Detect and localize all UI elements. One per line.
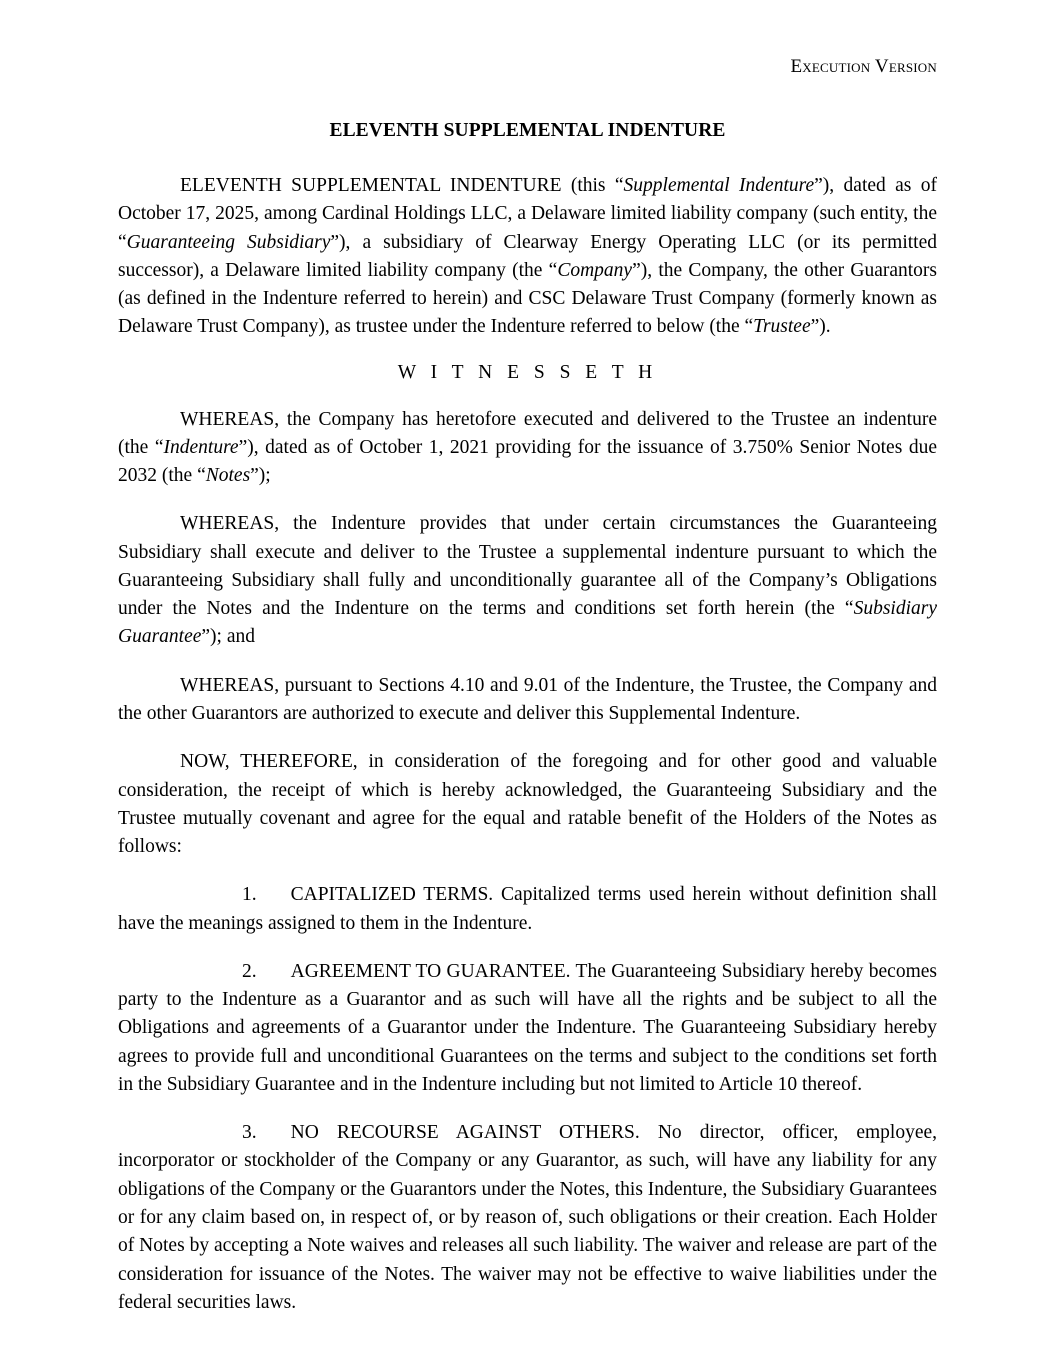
section-1-number: 1.	[242, 884, 257, 906]
section-2	[118, 958, 937, 1099]
defined-term-trustee: Trustee	[753, 316, 811, 338]
defined-term-company: Company	[557, 259, 633, 281]
section-1-text: Capitalized terms used herein without definition shall have the meanings assigned to them in the Indenture.	[118, 884, 937, 934]
preamble-text-4: ”), the Company, the other Guarantors (as defined in the Indenture referred to herein) and CSC Delaware Trust Company (formerly known as Delaware Trust Company), as trustee under the Indenture referred to below (the “	[118, 259, 937, 338]
defined-term-indenture: Indenture	[163, 436, 239, 458]
whereas-1-text-a: WHEREAS, the Company has heretofore executed and delivered to the Trustee an indenture (the “	[118, 408, 937, 458]
whereas-2-text-b: ”); and	[201, 626, 256, 648]
section-3	[118, 1119, 937, 1317]
section-1	[118, 881, 937, 938]
preamble-text-3: ”), a subsidiary of Clearway Energy Operating LLC (or its permitted successor), a Delaware limited liability company (the “	[118, 231, 937, 281]
execution-version-label: Execution Version	[790, 56, 937, 77]
now-therefore-paragraph: NOW, THEREFORE, in consideration of the foregoing and for other good and valuable consideration, the receipt of which is hereby acknowledged, the Guaranteeing Subsidiary and the Trustee mutually covenant and agree for the equal and ratable benefit of the Holders of the Notes as follows:	[118, 751, 937, 858]
page-title: ELEVENTH SUPPLEMENTAL INDENTURE	[329, 120, 726, 141]
section-1-heading: CAPITALIZED TERMS.	[290, 884, 494, 906]
section-3-heading: NO RECOURSE AGAINST OTHERS.	[290, 1122, 640, 1144]
defined-term-supplemental-indenture: Supplemental Indenture	[623, 175, 815, 196]
section-2-number: 2.	[242, 960, 257, 982]
defined-term-notes: Notes	[205, 465, 251, 487]
defined-term-guaranteeing-subsidiary: Guaranteeing Subsidiary	[126, 231, 331, 253]
whereas-paragraph-3: WHEREAS, pursuant to Sections 4.10 and 9.01 of the Indenture, the Trustee, the Company and the other Guarantors are authorized to execute and deliver this Supplemental Indenture.	[118, 674, 937, 724]
whereas-1-text-c: ”);	[250, 465, 271, 487]
whereas-2-text-a: WHEREAS, the Indenture provides that under certain circumstances the Guaranteeing Subsidiary shall execute and deliver to the Trustee a supplemental indenture pursuant to which the Guaranteeing Subsidiary shall fully and unconditionally guarantee all of the Company’s Obligations under the Notes and the Indenture on the terms and conditions set forth herein (the “	[118, 513, 937, 620]
whereas-paragraph-2	[118, 510, 937, 651]
preamble-text-1: ELEVENTH SUPPLEMENTAL INDENTURE (this “	[180, 175, 624, 196]
preamble-text-5: ”).	[810, 316, 831, 338]
section-2-heading: AGREEMENT TO GUARANTEE.	[290, 960, 571, 982]
defined-term-subsidiary-guarantee: Subsidiary Guarantee	[118, 598, 937, 648]
preamble-text-2: ”), dated as of October 17, 2025, among Cardinal Holdings LLC, a Delaware limited liability company (such entity, the “	[118, 175, 937, 253]
page-header	[118, 56, 937, 78]
whereas-1-text-b: ”), dated as of October 1, 2021 providing for the issuance of 3.750% Senior Notes due 2032 (the “	[118, 436, 937, 487]
preamble-paragraph	[118, 172, 937, 342]
witnesseth-heading: W I T N E S S E T H	[397, 361, 658, 383]
section-2-text: The Guaranteeing Subsidiary hereby becomes party to the Indenture as a Guarantor and as such will have all the rights and be subject to all the Obligations and agreements of a Guarantor under the Indenture. The Guaranteeing Subsidiary hereby agrees to provide full and unconditional Guarantees on the terms and subject to the conditions set forth in the Subsidiary Guarantee and in the Indenture including but not limited to Article 10 thereof.	[118, 960, 937, 1095]
section-3-text: No director, officer, employee, incorporator or stockholder of the Company or any Guarantor, as such, will have any liability for any obligations of the Company or the Guarantors under the Notes, this Indenture, the Subsidiary Guarantees or for any claim based on, in respect of, or by reason of, such obligations or their creation. Each Holder of Notes by accepting a Note waives and releases all such liability. The waiver and release are part of the consideration for issuance of the Notes. The waiver may not be effective to waive liabilities under the federal securities laws.	[118, 1122, 937, 1313]
section-3-number: 3.	[242, 1122, 257, 1144]
whereas-paragraph-1	[118, 406, 937, 491]
